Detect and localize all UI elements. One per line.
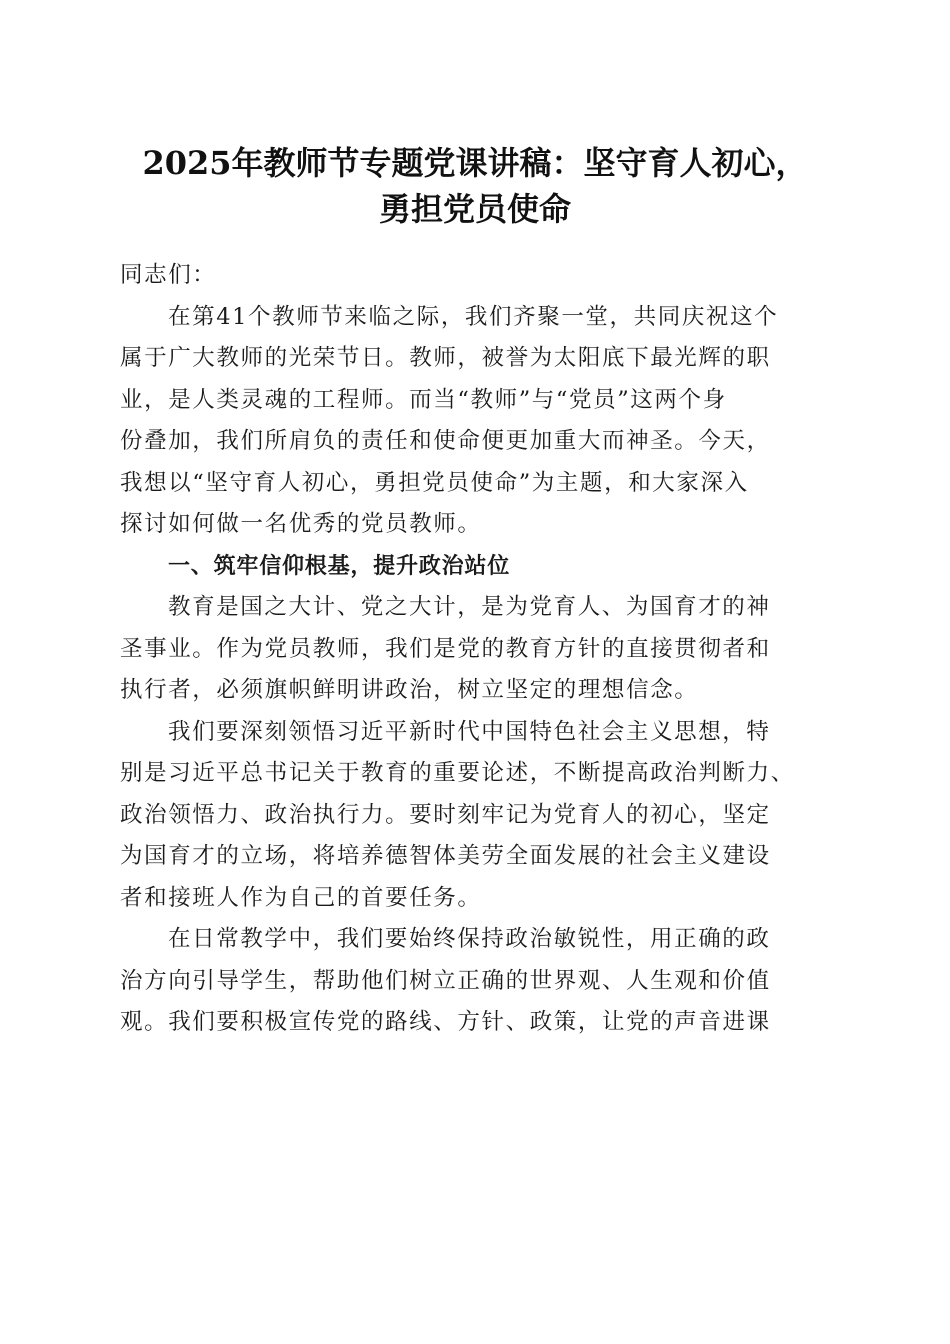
paragraph-1-line: 份叠加，我们所肩负的责任和使命便更加重大而神圣。今天， [120, 428, 771, 454]
title-line: 2025年教师节专题党课讲稿：坚守育人初心， [142, 144, 808, 182]
paragraph-4-line: 在日常教学中，我们要始终保持政治敏锐性，用正确的政 [168, 926, 771, 952]
paragraph-3-line: 别是习近平总书记关于教育的重要论述，不断提高政治判断力、 [120, 760, 795, 786]
paragraph-4-line: 观。我们要积极宣传党的路线、方针、政策，让党的声音进课 [120, 1009, 771, 1035]
paragraph-3-line: 为国育才的立场，将培养德智体美劳全面发展的社会主义建设 [120, 843, 771, 869]
paragraph-2-line: 教育是国之大计、党之大计，是为党育人、为国育才的神 [168, 594, 771, 620]
paragraph-1-line: 业，是人类灵魂的工程师。而当“教师”与“党员”这两个身 [120, 386, 727, 413]
paragraph-1-line: 在第41个教师节来临之际，我们齐聚一堂，共同庆祝这个 [168, 303, 779, 330]
paragraph-1-line: 属于广大教师的光荣节日。教师，被誉为太阳底下最光辉的职 [120, 345, 771, 371]
section-heading: 一、筑牢信仰根基，提升政治站位 [168, 553, 511, 579]
paragraph-2-line: 执行者，必须旗帜鲜明讲政治，树立坚定的理想信念。 [120, 677, 699, 703]
paragraph-3-line: 我们要深刻领悟习近平新时代中国特色社会主义思想，特 [168, 718, 771, 745]
paragraph-3-line: 者和接班人作为自己的首要任务。 [120, 884, 482, 911]
paragraph-2-line: 圣事业。作为党员教师，我们是党的教育方针的直接贯彻者和 [120, 635, 771, 662]
title-line: 勇担党员使命 [378, 190, 571, 228]
paragraph-1-line: 探讨如何做一名优秀的党员教师。 [120, 511, 482, 537]
paragraph-4-line: 治方向引导学生，帮助他们树立正确的世界观、人生观和价值 [120, 967, 771, 994]
paragraph-3-line: 政治领悟力、政治执行力。要时刻牢记为党育人的初心，坚定 [120, 801, 771, 828]
salutation: 同志们： [120, 262, 217, 288]
document-title [120, 140, 830, 232]
paragraph-1-line: 我想以“坚守育人初心，勇担党员使命”为主题，和大家深入 [120, 469, 749, 496]
document-body [120, 255, 832, 1044]
